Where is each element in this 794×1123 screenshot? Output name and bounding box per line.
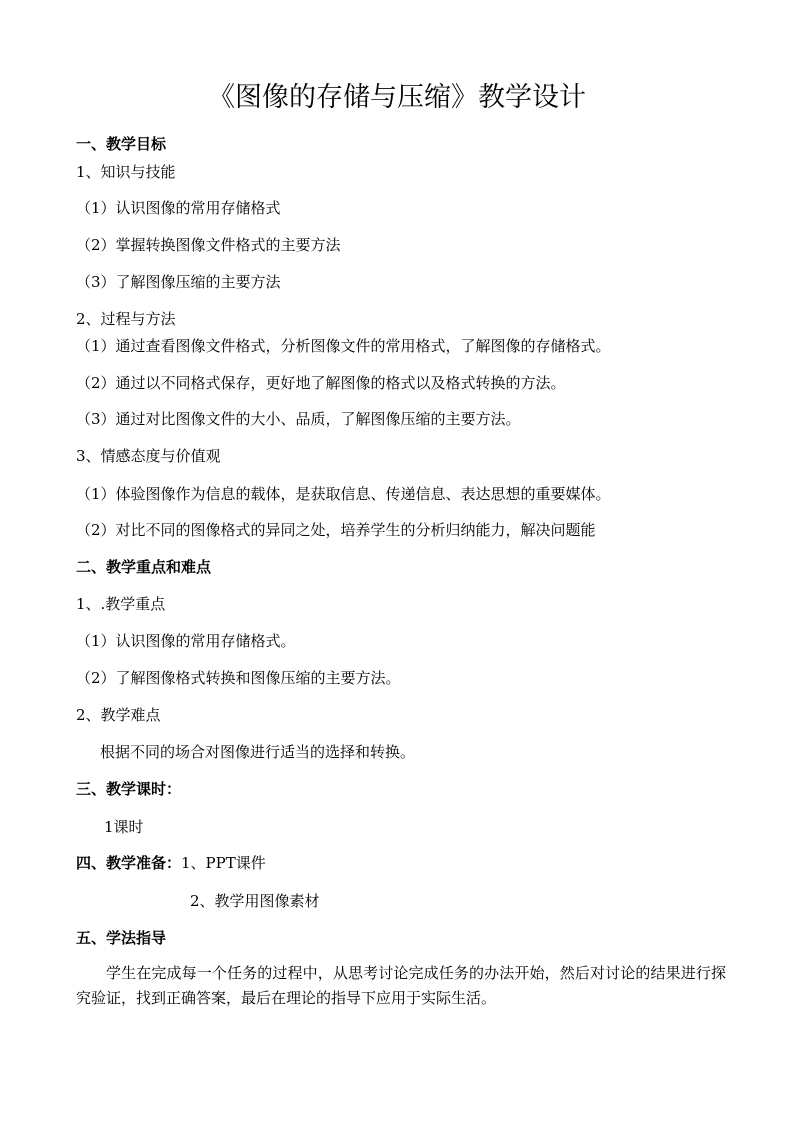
subheading-attitudes-values: 3、情感态度与价值观	[76, 447, 221, 465]
section-heading-key-points: 二、教学重点和难点	[76, 558, 212, 576]
body-text: 根据不同的场合对图像进行适当的选择和转换。	[100, 743, 416, 761]
body-paragraph: 学生在完成每一个任务的过程中，从思考讨论完成任务的办法开始，然后对讨论的结果进行探究验证，找到正确答案，最后在理论的指导下应用于实际生活。	[76, 964, 726, 1007]
preparation-row	[76, 853, 266, 873]
list-item: （3）了解图像压缩的主要方法	[76, 273, 281, 291]
subheading-key-points: 1、.教学重点	[76, 595, 166, 613]
section-heading-study-guidance: 五、学法指导	[76, 929, 167, 947]
list-item: （1）认识图像的常用存储格式。	[76, 632, 296, 650]
preparation-item: 2、教学用图像素材	[190, 892, 320, 910]
section-heading-preparation: 四、教学准备：	[76, 854, 182, 872]
list-item: （1）认识图像的常用存储格式	[76, 199, 281, 217]
list-item: （2）对比不同的图像格式的异同之处，培养学生的分析归纳能力，解决问题能	[76, 521, 596, 539]
preparation-item: 1、PPT课件	[181, 854, 266, 872]
list-item: （3）通过对比图像文件的大小、品质，了解图像压缩的主要方法。	[76, 410, 521, 428]
document-title: 《图像的存储与压缩》教学设计	[208, 82, 586, 113]
subheading-process-methods: 2、过程与方法	[76, 310, 176, 328]
section-heading-objectives: 一、教学目标	[76, 135, 167, 153]
list-item: （2）了解图像格式转换和图像压缩的主要方法。	[76, 669, 401, 687]
list-item: （2）掌握转换图像文件格式的主要方法	[76, 236, 341, 254]
body-text: 1课时	[104, 818, 144, 836]
list-item: （2）通过以不同格式保存，更好地了解图像的格式以及格式转换的方法。	[76, 374, 566, 392]
section-heading-class-hours: 三、教学课时：	[76, 780, 182, 798]
subheading-difficulties: 2、教学难点	[76, 706, 161, 724]
list-item: （1）体验图像作为信息的载体，是获取信息、传递信息、表达思想的重要媒体。	[76, 485, 611, 503]
list-item: （1）通过查看图像文件格式，分析图像文件的常用格式，了解图像的存储格式。	[76, 337, 611, 355]
subheading-knowledge-skills: 1、知识与技能	[76, 163, 176, 181]
